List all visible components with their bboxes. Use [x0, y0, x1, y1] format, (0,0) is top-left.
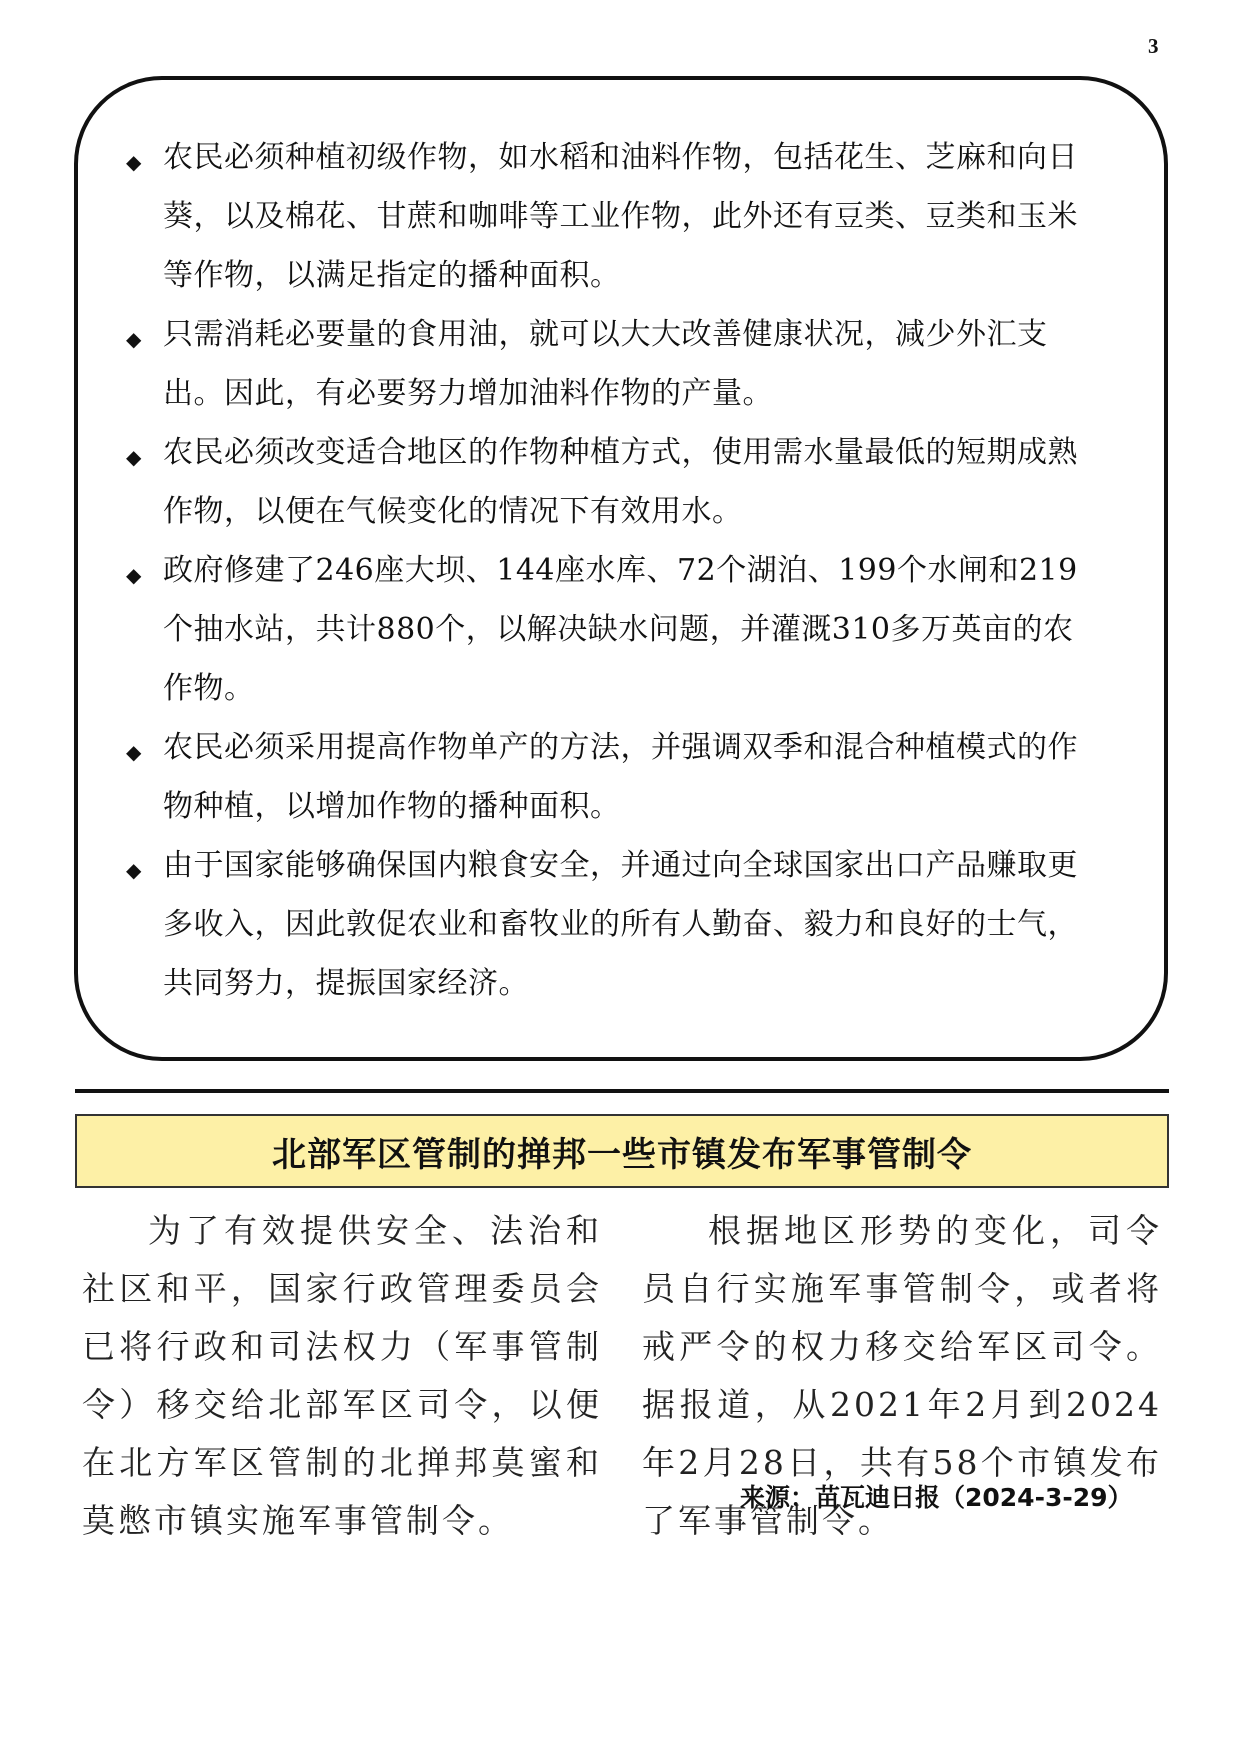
bullet-points-box: [74, 76, 1168, 1061]
diamond-bullet-icon: ◆: [126, 563, 142, 587]
article-headline: 北部军区管制的掸邦一些市镇发布军事管制令: [272, 1134, 972, 1175]
list-item: [78, 836, 1164, 1013]
bullet-text: 农民必须种植初级作物，如水稻和油料作物，包括花生、芝麻和向日葵，以及棉花、甘蔗和咖啡等工业作物，此外还有豆类、豆类和玉米等作物，以满足指定的播种面积。: [163, 140, 1078, 293]
list-item: [78, 718, 1164, 836]
diamond-bullet-icon: ◆: [126, 740, 142, 764]
diamond-bullet-icon: ◆: [126, 445, 142, 469]
diamond-bullet-icon: ◆: [126, 858, 142, 882]
bullet-text: 由于国家能够确保国内粮食安全，并通过向全球国家出口产品赚取更多收入，因此敦促农业和畜牧业的所有人勤奋、毅力和良好的士气，共同努力，提振国家经济。: [163, 848, 1078, 1001]
diamond-bullet-icon: ◆: [126, 327, 142, 351]
list-item: [78, 305, 1164, 423]
article-body: [82, 1202, 1162, 1652]
bullet-text: 农民必须采用提高作物单产的方法，并强调双季和混合种植模式的作物种植，以增加作物的播种面积。: [163, 730, 1078, 824]
bullet-text: 只需消耗必要量的食用油，就可以大大改善健康状况，减少外汇支出。因此，有必要努力增加油料作物的产量。: [163, 317, 1048, 411]
list-item: [78, 423, 1164, 541]
bullet-text: 农民必须改变适合地区的作物种植方式，使用需水量最低的短期成熟作物，以便在气候变化的情况下有效用水。: [163, 435, 1078, 529]
article-paragraph: 根据地区形势的变化，司令员自行实施军事管制令，或者将戒严令的权力移交给军区司令。据报道，从2021年2月到2024年2月28日，共有58个市镇发布了军事管制令。: [642, 1211, 1162, 1540]
page-number: 3: [1148, 34, 1159, 58]
article-paragraph: 为了有效提供安全、法治和社区和平，国家行政管理委员会已将行政和司法权力（军事管制令）移交给北部军区司令，以便在北方军区管制的北掸邦莫蜜和莫憋市镇实施军事管制令。: [82, 1211, 602, 1540]
bullet-list: [78, 128, 1164, 1013]
bullet-text: 政府修建了246座大坝、144座水库、72个湖泊、199个水闸和219个抽水站，共计880个，以解决缺水问题，并灌溉310多万英亩的农作物。: [163, 553, 1078, 706]
diamond-bullet-icon: ◆: [126, 150, 142, 174]
section-divider: [75, 1089, 1169, 1093]
list-item: [78, 541, 1164, 718]
article-source: 来源：苗瓦迪日报（2024-3-29）: [740, 1483, 1133, 1512]
article-headline-banner: [75, 1114, 1169, 1188]
list-item: [78, 128, 1164, 305]
